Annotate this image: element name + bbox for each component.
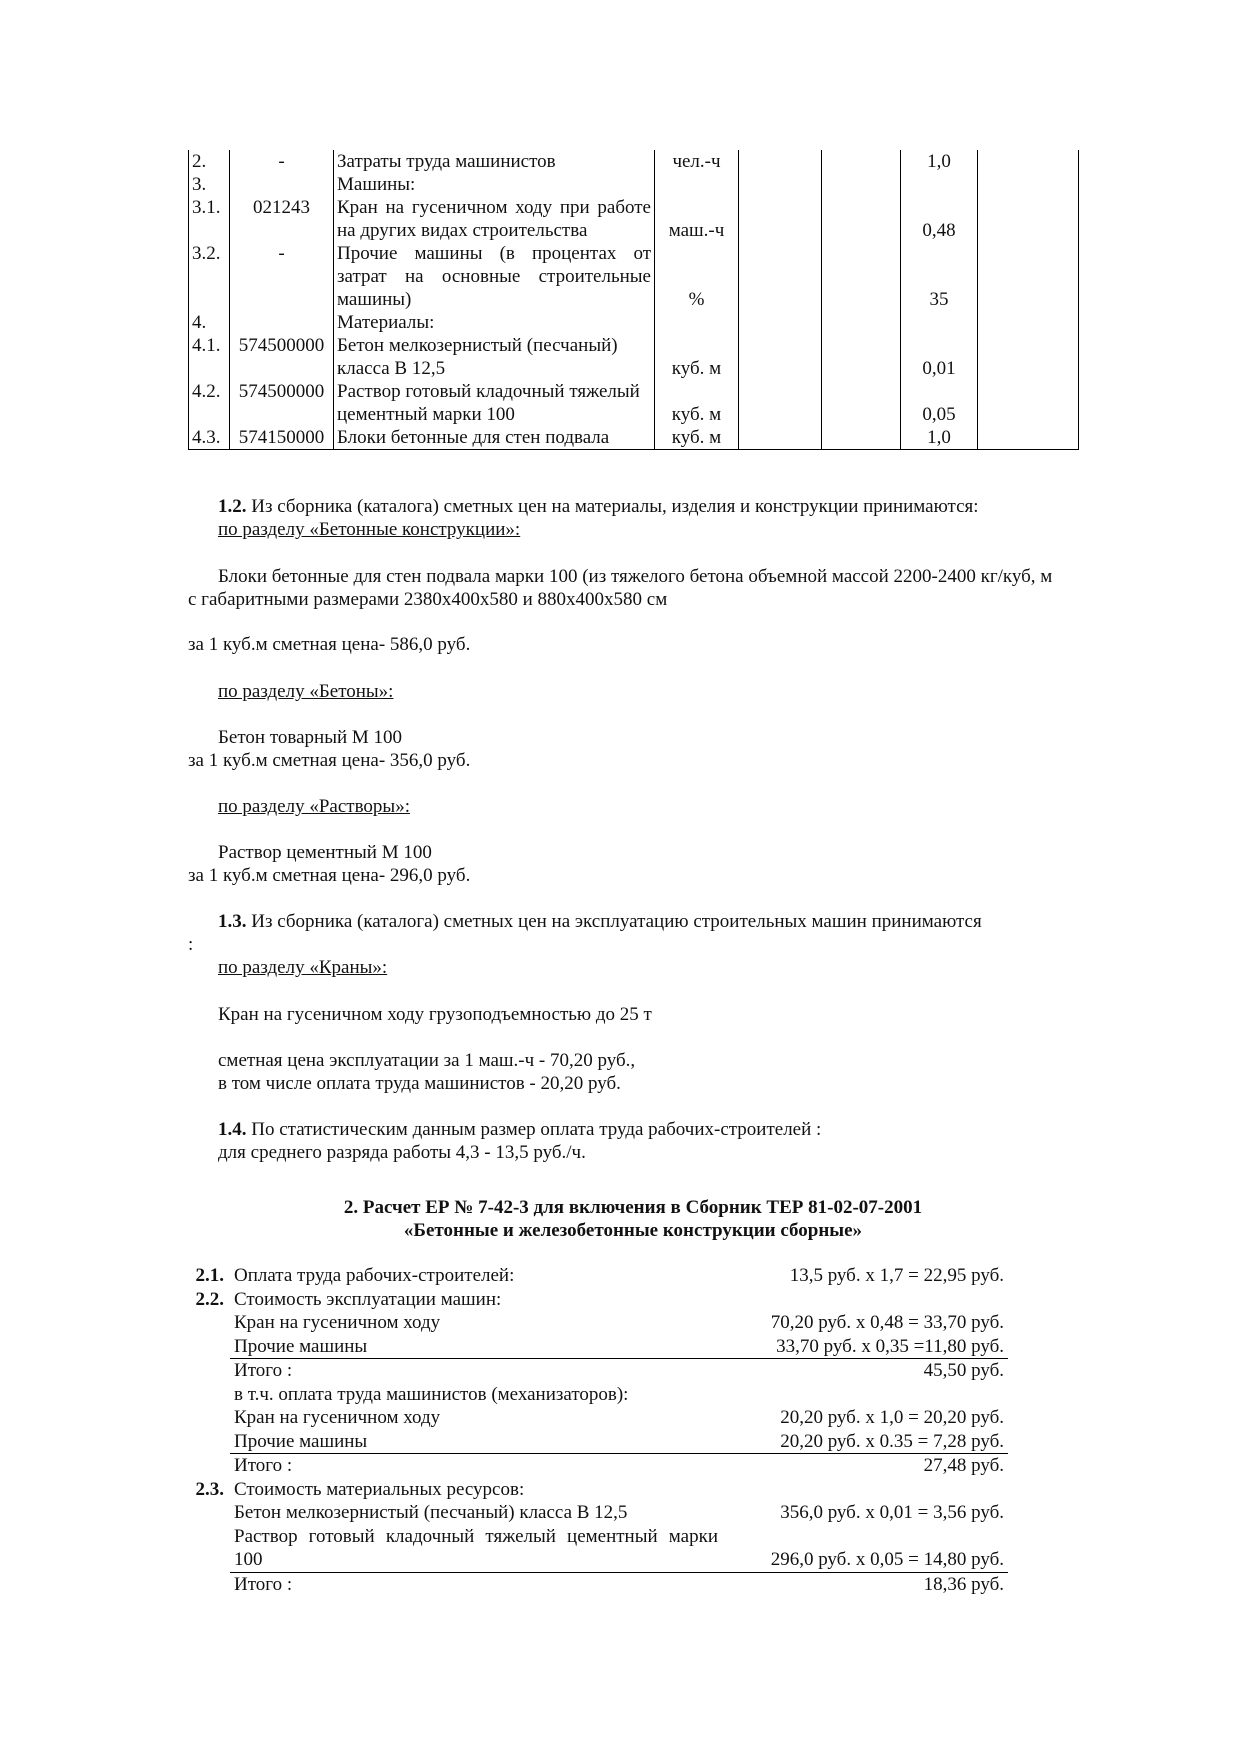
row-qty: 0,48 [901,196,978,242]
empty-cell [978,173,1079,196]
calc-row [188,1288,1008,1312]
row-code: 021243 [230,196,334,242]
calc-row-label: Прочие машины [230,1430,722,1454]
calc-row-label: Бетон мелкозернистый (песчаный) класса В 12,5 [234,1502,628,1523]
calc-row-number [188,1335,230,1359]
calc-title-line2: «Бетонные и железобетонные конструкции сборные» [403,1220,863,1241]
calc-row [188,1383,1008,1407]
row-name: Бетон мелкозернистый (песчаный) класса В 12,5 [334,334,655,380]
calc-row [188,1572,1008,1596]
calc-row [188,1430,1008,1454]
section-heading [188,910,1058,933]
calc-row-value: 70,20 руб. х 0,48 = 33,70 руб. [770,1312,1004,1333]
table-row [189,334,1079,380]
calc-row-number [188,1311,230,1335]
row-name: Раствор готовый кладочный тяжелый цементный марки 100 [334,380,655,426]
empty-cell [978,311,1079,334]
calc-row-value [722,1478,1008,1502]
calc-row-number [188,1406,230,1430]
row-qty [901,311,978,334]
empty-cell [739,380,822,426]
price-text: в том числе оплата труда машинистов - 20,20 руб. [218,1073,621,1094]
table-row [189,196,1079,242]
empty-cell [978,242,1079,311]
section-text: Из сборника (каталога) сметных цен на эксплуатацию строительных машин принимаются [246,911,982,932]
price-text: за 1 куб.м сметная цена- 356,0 руб. [188,750,471,771]
subsection-title: по разделу «Растворы»: [218,796,410,817]
empty-cell [739,196,822,242]
section-heading [188,495,1058,518]
calc-row-value: 356,0 руб. х 0,01 = 3,56 руб. [780,1502,1004,1523]
row-unit [655,173,739,196]
calc-row-number [188,1430,230,1454]
row-unit: чел.-ч [655,150,739,173]
empty-cell [822,334,901,380]
calc-row-number [188,1501,230,1525]
calc-row-value: 20,20 руб. х 1,0 = 20,20 руб. [780,1407,1004,1428]
row-code [230,311,334,334]
row-num: 3.1. [189,196,230,242]
price-text: за 1 куб.м сметная цена- 296,0 руб. [188,865,471,886]
item-text: Кран на гусеничном ходу грузоподъемностью до 25 т [218,1004,652,1025]
table-row [189,380,1079,426]
row-num: 3. [189,173,230,196]
row-code: 574500000 [230,380,334,426]
empty-cell [822,380,901,426]
section-number: 1.2. [218,496,247,517]
section-1-2 [188,495,1058,541]
calc-row [188,1501,1008,1525]
row-qty: 1,0 [901,426,978,450]
calc-row-label: Стоимость эксплуатации машин: [234,1288,502,1310]
row-unit: куб. м [655,334,739,380]
empty-cell [822,173,901,196]
row-unit: % [655,242,739,311]
subsection-title: по разделу «Краны»: [218,957,388,978]
calc-row-number: 2.1. [195,1265,224,1286]
empty-cell [739,334,822,380]
row-qty: 35 [901,242,978,311]
row-code: 574150000 [230,426,334,450]
item-text: Раствор цементный М 100 [218,842,432,863]
calc-row [188,1264,1008,1288]
calc-row-label: Оплата труда рабочих-строителей: [234,1265,515,1286]
calc-row [188,1525,1008,1573]
section-1-4 [188,1118,1058,1164]
calc-row-value: 20,20 руб. х 0.35 = 7,28 руб. [722,1430,1008,1454]
empty-cell [739,150,822,173]
calc-row [188,1406,1008,1430]
row-code: - [230,150,334,173]
calc-row [188,1335,1008,1359]
empty-cell [978,380,1079,426]
calc-row-value: 13,5 руб. х 1,7 = 22,95 руб. [789,1265,1004,1286]
calc-row [188,1454,1008,1478]
row-name: Прочие машины (в процентах от затрат на основные строительные машины) [334,242,655,311]
subsection-title: по разделу «Бетонные конструкции»: [218,519,521,540]
empty-cell [739,173,822,196]
calc-row-label: Кран на гусеничном ходу [234,1407,441,1428]
row-qty: 0,05 [901,380,978,426]
calc-row-number [188,1572,230,1596]
calc-row-number [188,1525,230,1573]
row-num: 3.2. [189,242,230,311]
section-colon: : [188,934,194,955]
calc-row-value [722,1288,1008,1312]
calc-row [188,1478,1008,1502]
section-1-3 [188,910,1058,979]
section-number: 1.4. [218,1119,247,1140]
row-name: Машины: [334,173,655,196]
empty-cell [978,334,1079,380]
resource-table [188,150,1079,450]
table-row [189,311,1079,334]
calc-row-label: Прочие машины [230,1335,722,1359]
table-row [189,173,1079,196]
section-line: для среднего разряда работы 4,3 - 13,5 руб./ч. [218,1142,586,1163]
table-row [189,150,1079,173]
calc-row-label: Итого : [234,1360,293,1381]
empty-cell [978,196,1079,242]
row-name: Затраты труда машинистов [334,150,655,173]
row-qty [901,173,978,196]
empty-cell [739,426,822,450]
row-num: 4.2. [189,380,230,426]
row-qty: 1,0 [901,150,978,173]
empty-cell [822,242,901,311]
item-text: Бетон товарный М 100 [218,727,403,748]
item-text: Блоки бетонные для стен подвала марки 100 (из тяжелого бетона объемной массой 2200-2400 кг/куб, м с габаритными размерами 2380х400х580 и 880х400х580 см [188,566,1053,610]
row-unit: куб. м [655,380,739,426]
row-name: Блоки бетонные для стен подвала [334,426,655,450]
subsection-title: по разделу «Бетоны»: [218,681,394,702]
calc-row-label: Раствор готовый кладочный тяжелый цементный марки 100 [230,1525,722,1573]
calc-row-number [188,1383,230,1407]
calc-title-line1: 2. Расчет ЕР № 7-42-3 для включения в Сборник ТЕР 81-02-07-2001 [343,1197,923,1218]
calc-row-label: Стоимость материальных ресурсов: [234,1478,525,1500]
calc-row-value: 27,48 руб. [923,1455,1004,1476]
calc-title [188,1196,1078,1242]
calc-row-number: 2.3. [195,1478,224,1500]
empty-cell [739,311,822,334]
empty-cell [822,426,901,450]
calc-row-value: 18,36 руб. [923,1573,1004,1595]
row-num: 4. [189,311,230,334]
calc-row [188,1359,1008,1383]
calc-row-label: Итого : [234,1573,293,1595]
table-row [189,426,1079,450]
section-number: 1.3. [218,911,247,932]
price-text: сметная цена эксплуатации за 1 маш.-ч - 70,20 руб., [218,1050,636,1071]
price-text: за 1 куб.м сметная цена- 586,0 руб. [188,634,471,655]
calc-row-number: 2.2. [195,1288,224,1310]
calc-table [188,1264,1008,1596]
calc-row-value [722,1383,1008,1407]
calc-row-number [188,1359,230,1383]
calc-row-value: 33,70 руб. х 0,35 =11,80 руб. [722,1335,1008,1359]
row-num: 4.1. [189,334,230,380]
calc-row-label: Итого : [234,1455,293,1476]
row-name: Материалы: [334,311,655,334]
row-unit: маш.-ч [655,196,739,242]
section-text: Из сборника (каталога) сметных цен на материалы, изделия и конструкции принимаются: [246,496,979,517]
calc-row-label: Кран на гусеничном ходу [234,1312,441,1333]
calc-row-value: 296,0 руб. х 0,05 = 14,80 руб. [722,1525,1008,1573]
calc-row-value: 45,50 руб. [923,1360,1004,1381]
calc-row-number [188,1454,230,1478]
empty-cell [978,426,1079,450]
row-unit [655,311,739,334]
item-block [188,565,1058,611]
section-text: По статистическим данным размер оплата труда рабочих-строителей : [246,1119,822,1140]
empty-cell [822,150,901,173]
calc-row-label: в т.ч. оплата труда машинистов (механизаторов): [234,1383,629,1405]
calc-row [188,1311,1008,1335]
row-code [230,173,334,196]
row-name: Кран на гусеничном ходу при работе на других видах строительства [334,196,655,242]
row-unit: куб. м [655,426,739,450]
row-num: 4.3. [189,426,230,450]
empty-cell [822,311,901,334]
table-row [189,242,1079,311]
section-heading [188,1118,1058,1141]
row-code: - [230,242,334,311]
empty-cell [822,196,901,242]
empty-cell [739,242,822,311]
row-qty: 0,01 [901,334,978,380]
row-num: 2. [189,150,230,173]
row-code: 574500000 [230,334,334,380]
empty-cell [978,150,1079,173]
